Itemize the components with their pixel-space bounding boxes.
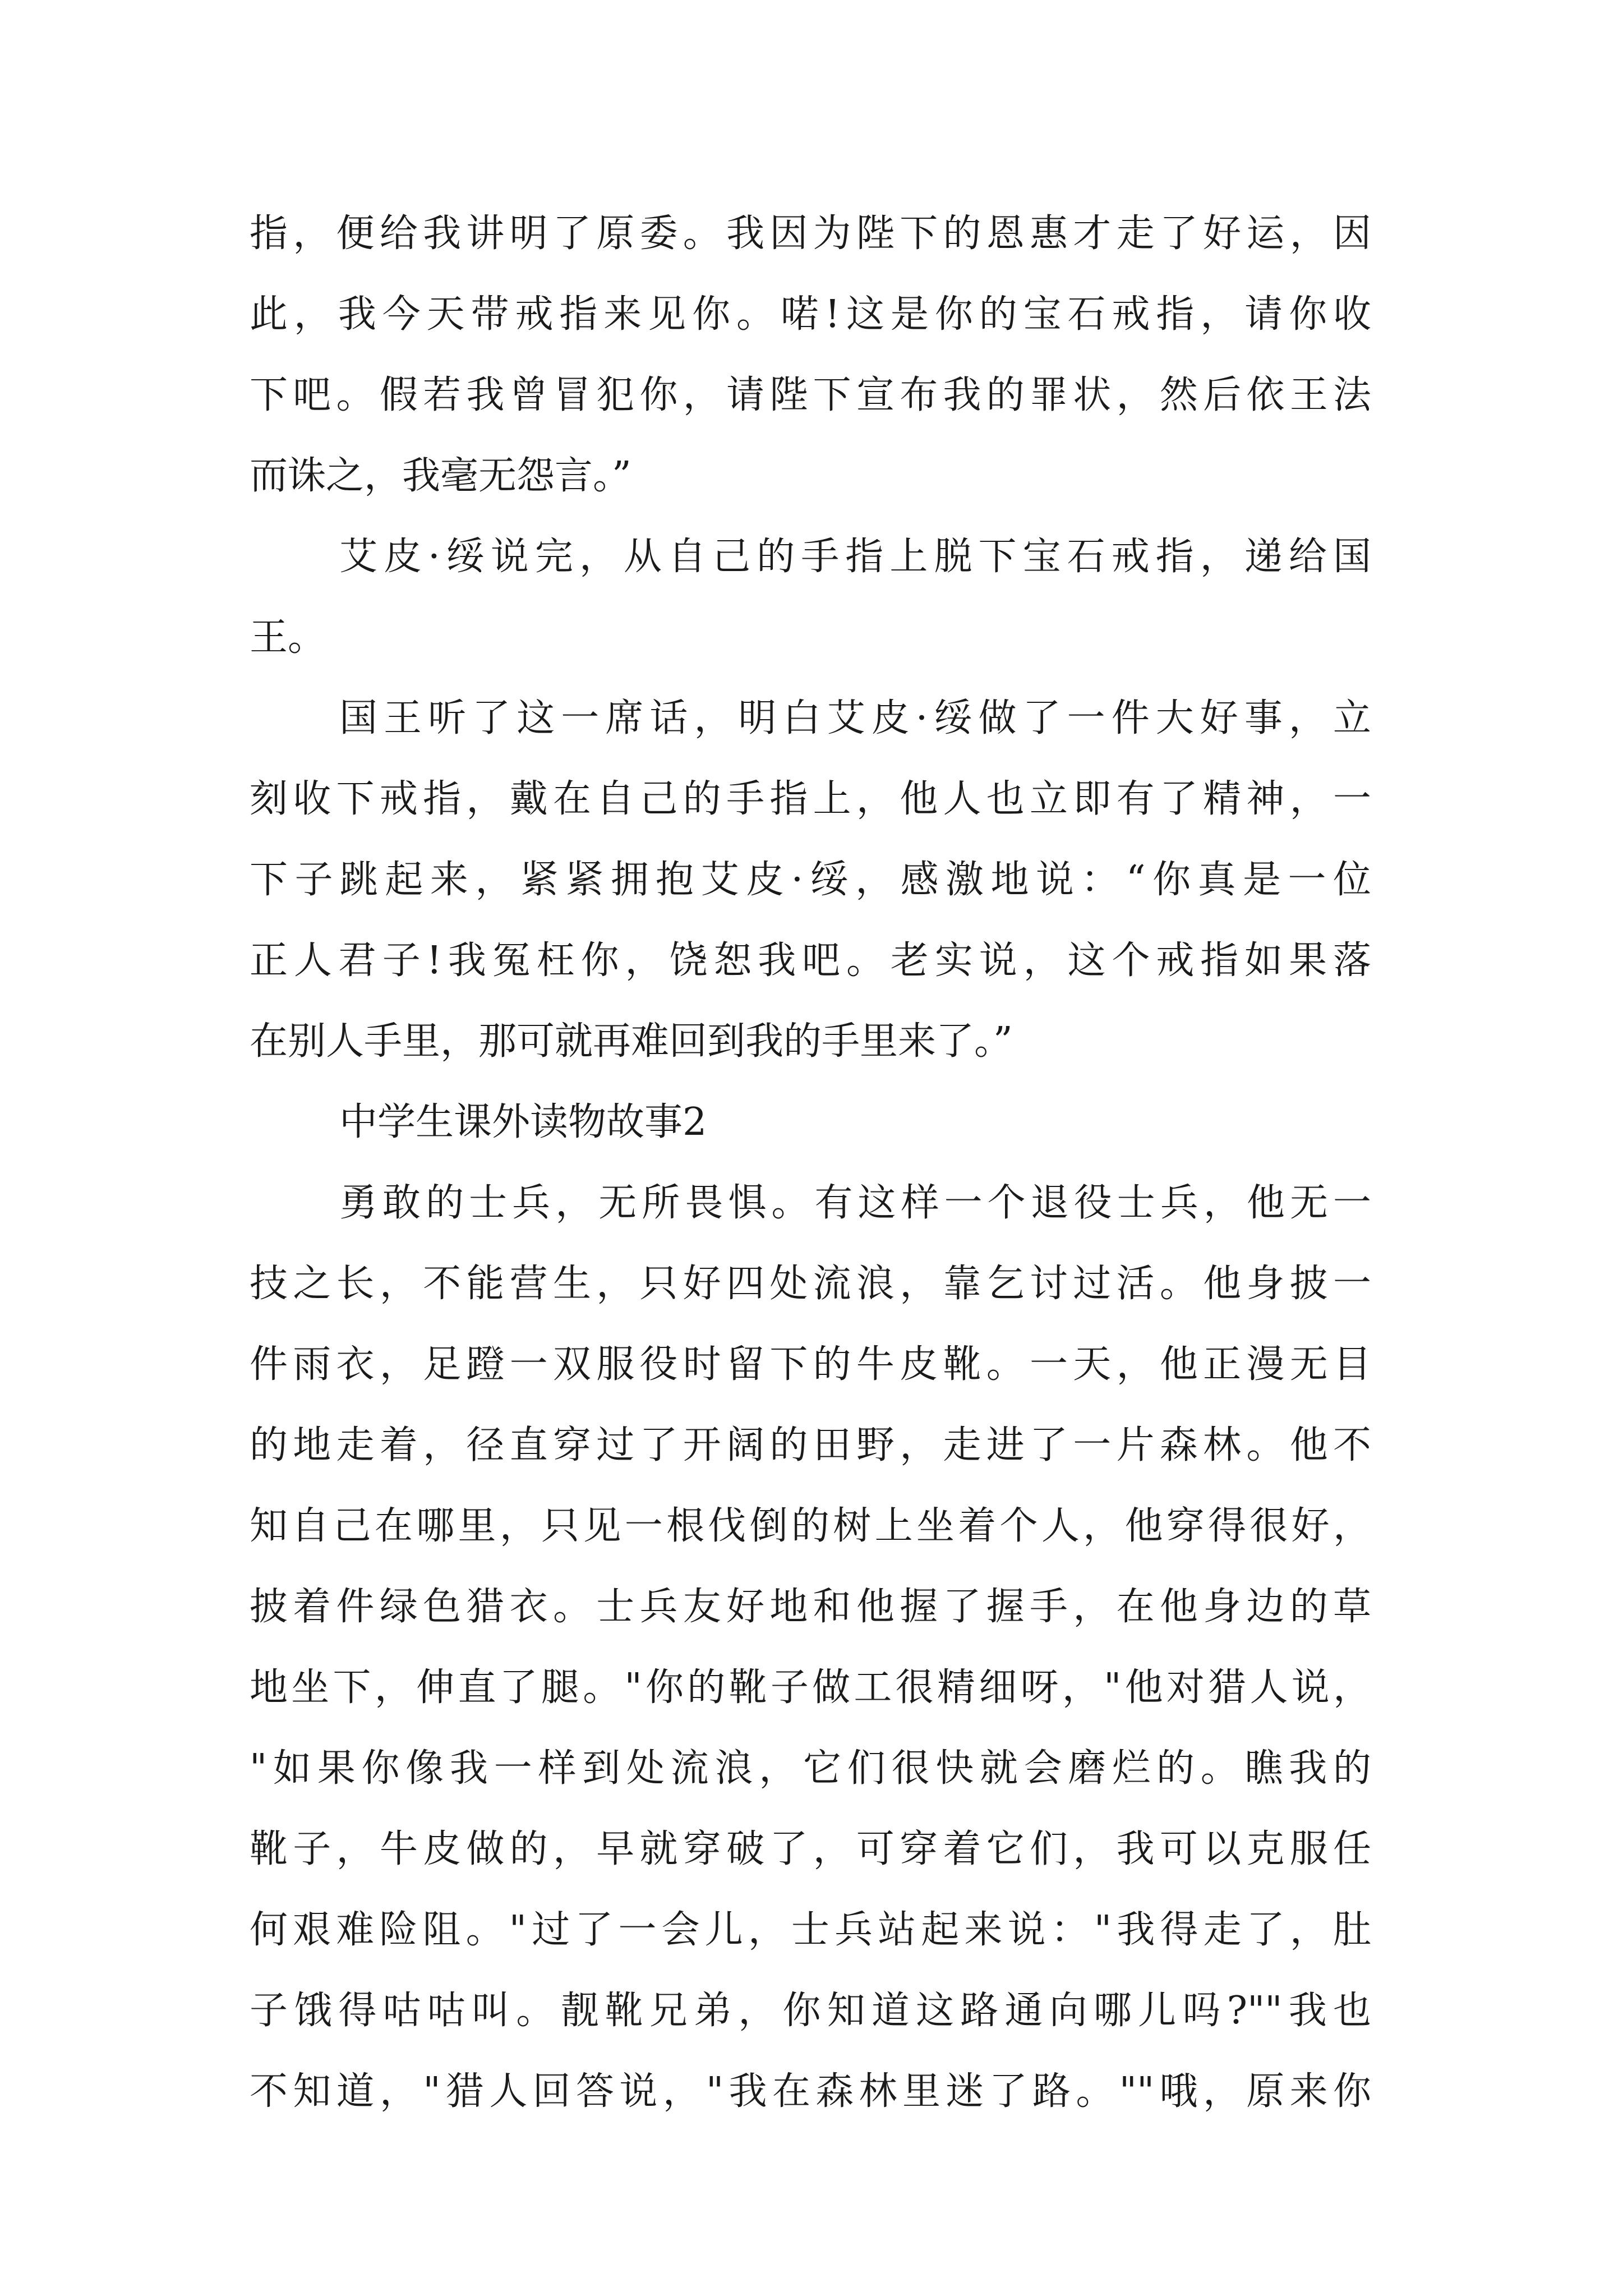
section-heading: 中学生课外读物故事2	[339, 1100, 707, 1144]
document-body	[250, 194, 1371, 2132]
text-line: 子饿得咕咕叫。靓靴兄弟，你知道这路通向哪儿吗?""我也	[250, 1989, 1371, 2033]
text-line: 技之长，不能营生，只好四处流浪，靠乞讨过活。他身披一	[250, 1262, 1371, 1306]
text-line: 正人君子!我冤枉你，饶恕我吧。老实说，这个戒指如果落	[250, 938, 1371, 983]
text-line: 件雨衣，足蹬一双服役时留下的牛皮靴。一天，他正漫无目	[250, 1342, 1371, 1387]
paragraph-first-line: 艾皮·绥说完，从自己的手指上脱下宝石戒指，递给国	[339, 535, 1371, 579]
paragraph-first-line: 国王听了这一席话，明白艾皮·绥做了一件大好事，立	[339, 696, 1371, 740]
text-line: 王。	[250, 615, 326, 660]
text-line: 下吧。假若我曾冒犯你，请陛下宣布我的罪状，然后依王法	[250, 373, 1371, 417]
text-line: 地坐下，伸直了腿。"你的靴子做工很精细呀，"他对猎人说，	[250, 1665, 1371, 1710]
text-line: 在别人手里，那可就再难回到我的手里来了。”	[250, 1019, 1013, 1064]
text-line: 知自己在哪里，只见一根伐倒的树上坐着个人，他穿得很好，	[250, 1504, 1371, 1548]
text-line: 指，便给我讲明了原委。我因为陛下的恩惠才走了好运，因	[250, 211, 1371, 256]
text-line: 下子跳起来，紧紧拥抱艾皮·绥，感激地说：“你真是一位	[250, 858, 1371, 902]
text-line: 靴子，牛皮做的，早就穿破了，可穿着它们，我可以克服任	[250, 1827, 1371, 1871]
text-line: 此，我今天带戒指来见你。喏!这是你的宝石戒指，请你收	[250, 292, 1371, 337]
text-line: 刻收下戒指，戴在自己的手指上，他人也立即有了精神，一	[250, 777, 1371, 821]
text-line: 披着件绿色猎衣。士兵友好地和他握了握手，在他身边的草	[250, 1585, 1371, 1629]
text-line: 不知道，"猎人回答说，"我在森林里迷了路。""哦，原来你	[250, 2069, 1371, 2114]
paragraph-first-line: 勇敢的士兵，无所畏惧。有这样一个退役士兵，他无一	[339, 1181, 1371, 1225]
text-line: 而诛之，我毫无怨言。”	[250, 454, 631, 498]
text-line: 何艰难险阻。"过了一会儿，士兵站起来说："我得走了，肚	[250, 1908, 1371, 1952]
text-line: 的地走着，径直穿过了开阔的田野，走进了一片森林。他不	[250, 1423, 1371, 1467]
text-line: "如果你像我一样到处流浪，它们很快就会磨烂的。瞧我的	[250, 1746, 1371, 1791]
